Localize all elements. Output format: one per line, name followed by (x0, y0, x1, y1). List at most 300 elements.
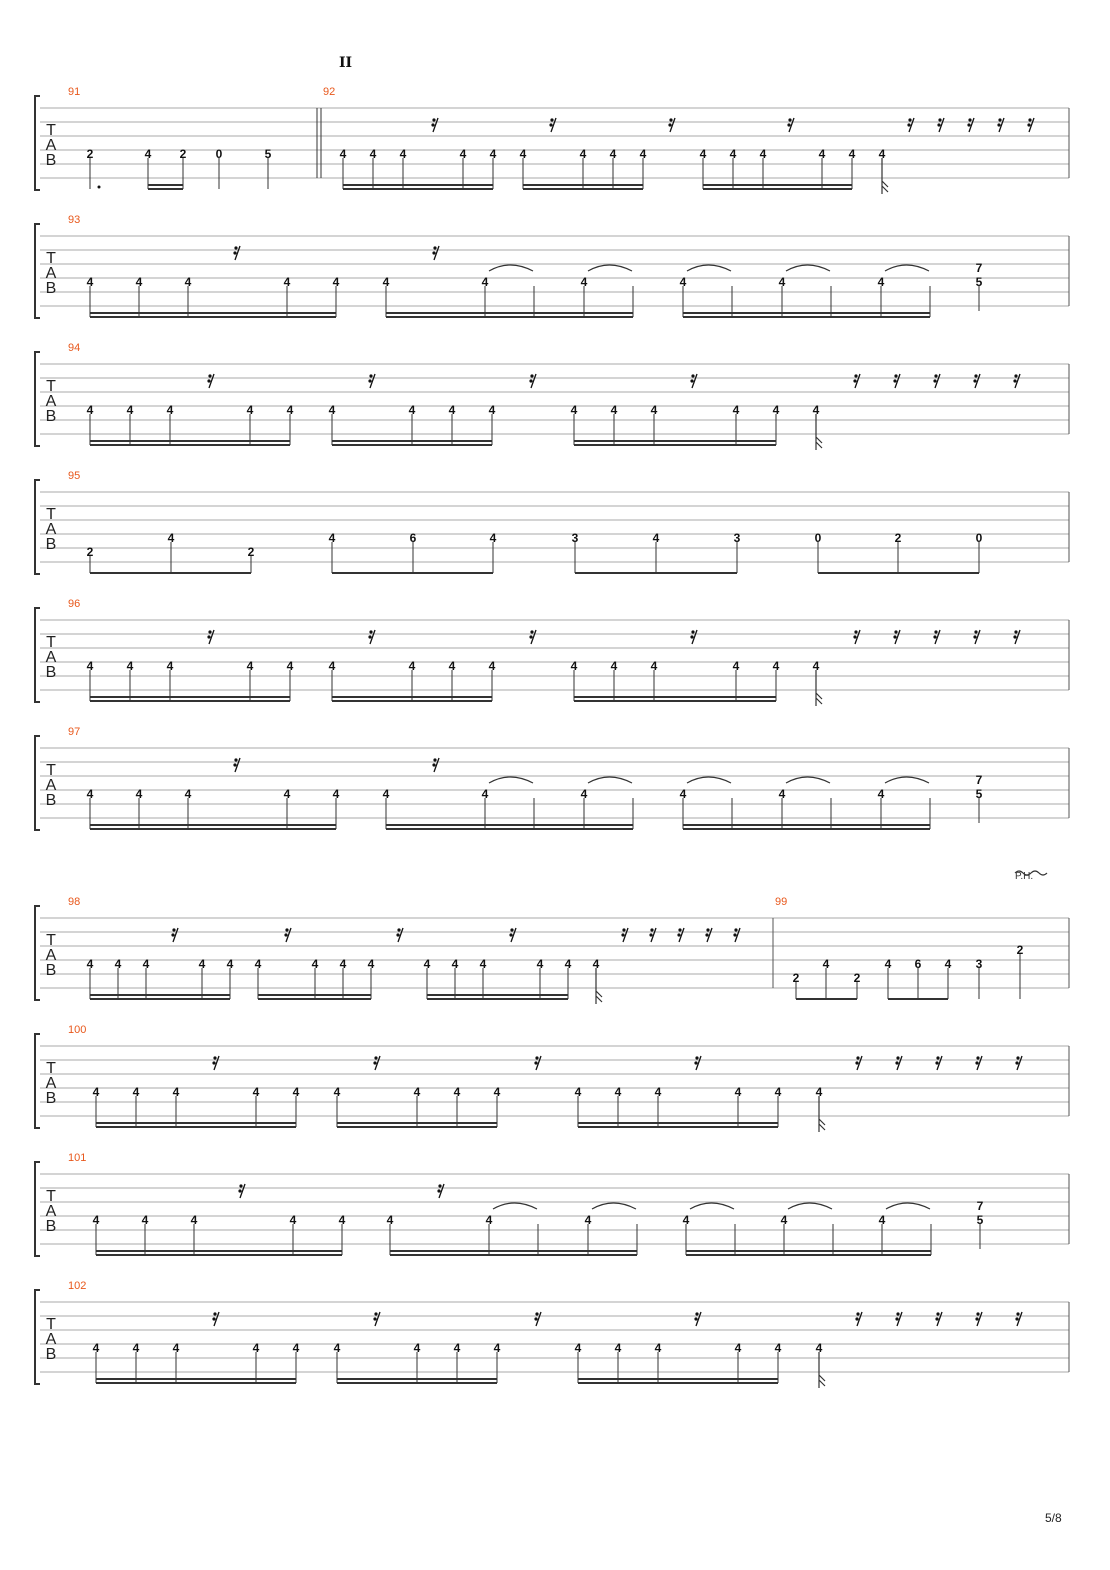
bar-number: 92 (323, 86, 336, 98)
fret-number: 4 (332, 275, 340, 289)
fret-number: 4 (654, 1341, 662, 1355)
rest-flag-dot (934, 630, 937, 633)
rest-mark (895, 1056, 902, 1070)
fret-number: 4 (580, 787, 588, 801)
dot (98, 186, 101, 189)
bar-number: 98 (68, 896, 81, 908)
rest-mark (1013, 630, 1020, 644)
fret-number: 4 (614, 1341, 622, 1355)
fret-number: 4 (579, 147, 587, 161)
rest-mark (368, 374, 375, 388)
fret-number: 4 (198, 957, 206, 971)
flagged-note (816, 670, 822, 706)
tab-clef-letter: B (45, 152, 57, 169)
fret-number: 4 (485, 1213, 493, 1227)
fret-number: 4 (884, 957, 892, 971)
fret-number: 4 (732, 659, 740, 673)
rest-flag-dot (854, 374, 857, 377)
tie-arc (687, 265, 731, 271)
rest-flag-dot (734, 928, 737, 931)
fret-number: 4 (367, 957, 375, 971)
tie-arc (885, 777, 929, 783)
fret-number: 6 (409, 531, 417, 545)
rest-flag-dot (171, 933, 174, 936)
rest-flag-dot (239, 1184, 242, 1187)
tab-clef-letter: A (45, 649, 57, 666)
rest-flag-dot (998, 118, 1001, 121)
fret-number: 4 (184, 275, 192, 289)
rest-mark (1015, 1056, 1022, 1070)
rest-flag-dot (706, 928, 709, 931)
tie-arc (588, 265, 632, 271)
fret-number: 4 (574, 1341, 582, 1355)
system-bracket (35, 96, 40, 190)
flagged-note (816, 414, 822, 450)
rest-flag-dot (974, 374, 977, 377)
fret-number: 4 (386, 1213, 394, 1227)
fret-number: 4 (652, 531, 660, 545)
fret-number: 2 (247, 545, 255, 559)
rest-mark (368, 630, 375, 644)
fret-number: 4 (333, 1341, 341, 1355)
rest-mark (207, 374, 214, 388)
fret-number: 4 (822, 957, 830, 971)
bar-number: 99 (775, 896, 788, 908)
fret-number: 4 (729, 147, 737, 161)
fret-number: 4 (570, 659, 578, 673)
rest-flag-dot (894, 630, 897, 633)
fret-number: 4 (679, 275, 687, 289)
tab-clef-letter: A (45, 1075, 57, 1092)
rest-flag-dot (677, 933, 680, 936)
fret-number: 6 (914, 957, 922, 971)
rest-flag-dot (690, 379, 693, 382)
fret-number: 4 (332, 787, 340, 801)
fret-number: 2 (1016, 943, 1024, 957)
fret-number-chord-top: 7 (976, 1199, 984, 1213)
fret-number: 4 (650, 403, 658, 417)
rest-flag-dot (369, 374, 372, 377)
rest-mark (855, 1312, 862, 1326)
fret-number: 4 (408, 403, 416, 417)
tie-arc (690, 1203, 734, 1209)
tab-clef-letter: B (45, 1218, 57, 1235)
tab-clef-letter: A (45, 777, 57, 794)
rest-flag-dot (937, 123, 940, 126)
tab-clef-letter: T (46, 762, 56, 779)
fret-number: 4 (778, 275, 786, 289)
fret-number: 4 (338, 1213, 346, 1227)
rest-flag-dot (695, 1056, 698, 1059)
fret-number-chord-top: 7 (975, 261, 983, 275)
tab-system (35, 470, 1069, 574)
fret-number: 4 (166, 403, 174, 417)
fret-number: 4 (780, 1213, 788, 1227)
tab-clef-letter: A (45, 137, 57, 154)
rest-flag-dot (853, 635, 856, 638)
tab-clef-letter: T (46, 122, 56, 139)
fret-number: 4 (190, 1213, 198, 1227)
flagged-note (596, 968, 602, 1004)
tab-system (35, 342, 1069, 450)
rest-mark (284, 928, 291, 942)
tab-clef-letter: B (45, 280, 57, 297)
fret-number: 4 (132, 1341, 140, 1355)
palm-mute-label: P.H. (1015, 871, 1034, 882)
bar-number: 96 (68, 598, 81, 610)
fret-number: 2 (86, 147, 94, 161)
rest-mark (690, 630, 697, 644)
fret-number: 2 (792, 971, 800, 985)
tab-clef-letter: T (46, 378, 56, 395)
rest-flag-dot (695, 1312, 698, 1315)
rest-mark (893, 374, 900, 388)
tab-clef-letter: A (45, 1203, 57, 1220)
rest-flag-dot (368, 635, 371, 638)
fret-number: 4 (489, 531, 497, 545)
rest-flag-dot (396, 933, 399, 936)
fret-number: 4 (812, 659, 820, 673)
fret-number: 4 (114, 957, 122, 971)
rest-flag-dot (975, 1061, 978, 1064)
rest-flag-dot (550, 118, 553, 121)
rest-flag-dot (233, 763, 236, 766)
rest-flag-dot (894, 374, 897, 377)
rest-mark (549, 118, 556, 132)
rest-flag-dot (1028, 118, 1031, 121)
system-bracket (35, 608, 40, 702)
tab-system (35, 726, 1069, 830)
rest-flag-dot (397, 928, 400, 931)
tab-clef-letter: T (46, 634, 56, 651)
rest-flag-dot (373, 1061, 376, 1064)
tie-arc (592, 1203, 636, 1209)
system-bracket (35, 1290, 40, 1384)
rest-mark (907, 118, 914, 132)
rest-flag-dot (374, 1312, 377, 1315)
fret-number: 4 (772, 659, 780, 673)
fret-number-chord-bottom: 5 (975, 787, 983, 801)
fret-number: 4 (774, 1085, 782, 1099)
tab-clef-letter: B (45, 792, 57, 809)
tab-clef-letter: T (46, 932, 56, 949)
rest-flag-dot (856, 1312, 859, 1315)
rest-mark (935, 1056, 942, 1070)
rest-flag-dot (935, 1317, 938, 1320)
tie-arc (786, 777, 830, 783)
fret-number: 4 (734, 1085, 742, 1099)
fret-number: 4 (144, 147, 152, 161)
tab-clef-letter: A (45, 521, 57, 538)
rest-flag-dot (238, 1189, 241, 1192)
fret-number: 4 (166, 659, 174, 673)
fret-number: 4 (944, 957, 952, 971)
rest-flag-dot (431, 123, 434, 126)
tab-system (35, 1152, 1069, 1256)
fret-number: 4 (818, 147, 826, 161)
bar-number: 102 (68, 1280, 87, 1292)
fret-number: 4 (488, 659, 496, 673)
rest-flag-dot (172, 928, 175, 931)
rest-flag-dot (213, 1312, 216, 1315)
tie-arc (786, 265, 830, 271)
rest-flag-dot (733, 933, 736, 936)
rest-flag-dot (788, 118, 791, 121)
fret-number: 4 (878, 147, 886, 161)
fret-number: 4 (699, 147, 707, 161)
rest-mark (705, 928, 712, 942)
tab-clef-letter: T (46, 1188, 56, 1205)
rest-flag-dot (433, 246, 436, 249)
tie-arc (886, 1203, 930, 1209)
system-bracket (35, 906, 40, 1000)
fret-number: 4 (246, 659, 254, 673)
rest-flag-dot (968, 118, 971, 121)
tab-clef-letter: T (46, 250, 56, 267)
fret-number: 4 (135, 787, 143, 801)
bar-number: 91 (68, 86, 81, 98)
flagged-note (882, 158, 888, 194)
fret-number: 4 (448, 659, 456, 673)
rest-flag-dot (893, 635, 896, 638)
rest-flag-dot (935, 1061, 938, 1064)
fret-number: 4 (86, 403, 94, 417)
tie-arc (493, 1203, 537, 1209)
rest-flag-dot (933, 379, 936, 382)
rest-flag-dot (856, 1056, 859, 1059)
rest-flag-dot (855, 1061, 858, 1064)
fret-number: 4 (564, 957, 572, 971)
fret-number-chord-top: 7 (975, 773, 983, 787)
rest-flag-dot (534, 1061, 537, 1064)
rest-flag-dot (854, 630, 857, 633)
fret-number: 2 (853, 971, 861, 985)
system-bracket (35, 224, 40, 318)
fret-number: 4 (413, 1085, 421, 1099)
tie-arc (687, 777, 731, 783)
system-bracket (35, 480, 40, 574)
fret-number: 4 (382, 787, 390, 801)
fret-number: 5 (264, 147, 272, 161)
fret-number: 4 (493, 1085, 501, 1099)
fret-number: 4 (172, 1085, 180, 1099)
fret-number: 4 (132, 1085, 140, 1099)
fret-number: 2 (86, 545, 94, 559)
fret-number: 4 (339, 957, 347, 971)
fret-number: 4 (536, 957, 544, 971)
fret-number: 4 (481, 275, 489, 289)
rest-mark (534, 1056, 541, 1070)
rest-flag-dot (855, 1317, 858, 1320)
rest-flag-dot (934, 374, 937, 377)
section-marker: II (339, 55, 353, 71)
tab-clef-letter: A (45, 947, 57, 964)
fret-number: 4 (86, 659, 94, 673)
tab-clef-letter: T (46, 506, 56, 523)
rest-flag-dot (207, 379, 210, 382)
fret-number: 4 (126, 403, 134, 417)
rest-flag-dot (208, 630, 211, 633)
rest-flag-dot (621, 933, 624, 936)
rest-flag-dot (896, 1312, 899, 1315)
rest-flag-dot (997, 123, 1000, 126)
fret-number: 4 (878, 1213, 886, 1227)
rest-flag-dot (694, 1317, 697, 1320)
rest-flag-dot (1013, 379, 1016, 382)
rest-mark (1027, 118, 1034, 132)
fret-number-chord-bottom: 5 (975, 275, 983, 289)
fret-number: 4 (369, 147, 377, 161)
fret-number: 4 (877, 787, 885, 801)
fret-number: 3 (975, 957, 983, 971)
fret-number: 4 (682, 1213, 690, 1227)
fret-number: 4 (877, 275, 885, 289)
rest-mark (1015, 1312, 1022, 1326)
rest-flag-dot (1027, 123, 1030, 126)
fret-number: 4 (172, 1341, 180, 1355)
rest-flag-dot (432, 251, 435, 254)
rest-mark (855, 1056, 862, 1070)
fret-number: 4 (732, 403, 740, 417)
tab-clef-letter: A (45, 265, 57, 282)
rest-flag-dot (649, 933, 652, 936)
rest-mark (733, 928, 740, 942)
fret-number: 4 (339, 147, 347, 161)
rest-mark (694, 1312, 701, 1326)
rest-flag-dot (1014, 374, 1017, 377)
rest-flag-dot (650, 928, 653, 931)
rest-mark (973, 374, 980, 388)
rest-flag-dot (1015, 1317, 1018, 1320)
rest-flag-dot (967, 123, 970, 126)
fret-number: 4 (328, 659, 336, 673)
fret-number: 4 (328, 403, 336, 417)
fret-number: 4 (734, 1341, 742, 1355)
rest-mark (431, 118, 438, 132)
rest-mark (787, 118, 794, 132)
fret-number: 4 (481, 787, 489, 801)
fret-number: 0 (215, 147, 223, 161)
rest-mark (534, 1312, 541, 1326)
tab-clef-letter: B (45, 408, 57, 425)
bar-number: 100 (68, 1024, 87, 1036)
fret-number: 4 (86, 957, 94, 971)
fret-number: 4 (142, 957, 150, 971)
fret-number: 4 (448, 403, 456, 417)
rest-flag-dot (535, 1056, 538, 1059)
rest-flag-dot (432, 118, 435, 121)
rest-mark (853, 374, 860, 388)
rest-flag-dot (976, 1312, 979, 1315)
rest-mark (432, 246, 439, 260)
rest-flag-dot (233, 251, 236, 254)
bar-number: 93 (68, 214, 81, 226)
tab-system (35, 871, 1069, 1004)
tab-clef-letter: A (45, 393, 57, 410)
rest-flag-dot (691, 374, 694, 377)
rest-flag-dot (895, 1317, 898, 1320)
rest-flag-dot (896, 1056, 899, 1059)
tab-clef-letter: B (45, 536, 57, 553)
fret-number: 4 (333, 1085, 341, 1099)
rest-flag-dot (549, 123, 552, 126)
fret-number: 4 (135, 275, 143, 289)
rest-flag-dot (936, 1056, 939, 1059)
fret-number: 0 (975, 531, 983, 545)
rest-mark (895, 1312, 902, 1326)
rest-flag-dot (529, 379, 532, 382)
tab-clef-letter: B (45, 962, 57, 979)
fret-number: 0 (814, 531, 822, 545)
fret-number: 4 (86, 275, 94, 289)
tie-arc (588, 777, 632, 783)
fret-number: 4 (493, 1341, 501, 1355)
fret-number: 4 (815, 1085, 823, 1099)
rest-flag-dot (938, 118, 941, 121)
tab-clef-letter: B (45, 664, 57, 681)
rest-mark (238, 1184, 245, 1198)
rest-mark (975, 1312, 982, 1326)
fret-number: 4 (479, 957, 487, 971)
fret-number: 4 (778, 787, 786, 801)
bar-number: 97 (68, 726, 81, 738)
rest-flag-dot (234, 758, 237, 761)
rest-flag-dot (936, 1312, 939, 1315)
rest-mark (529, 374, 536, 388)
rest-mark (690, 374, 697, 388)
rest-flag-dot (509, 933, 512, 936)
rest-mark (171, 928, 178, 942)
rest-flag-dot (534, 1317, 537, 1320)
rest-flag-dot (374, 1056, 377, 1059)
system-bracket (35, 1034, 40, 1128)
rest-flag-dot (705, 933, 708, 936)
rest-mark (432, 758, 439, 772)
tab-clef-letter: B (45, 1090, 57, 1107)
rest-flag-dot (207, 635, 210, 638)
fret-number: 4 (292, 1341, 300, 1355)
tab-clef-letter: T (46, 1316, 56, 1333)
rest-flag-dot (432, 763, 435, 766)
fret-number: 4 (570, 403, 578, 417)
fret-number: 4 (609, 147, 617, 161)
rest-flag-dot (369, 630, 372, 633)
rest-mark (212, 1056, 219, 1070)
fret-number: 4 (488, 403, 496, 417)
flagged-note (819, 1352, 825, 1388)
fret-number: 4 (283, 275, 291, 289)
rest-flag-dot (853, 379, 856, 382)
rest-flag-dot (1016, 1312, 1019, 1315)
fret-number: 4 (453, 1341, 461, 1355)
rest-mark (233, 758, 240, 772)
rest-flag-dot (893, 379, 896, 382)
fret-number: 4 (167, 531, 175, 545)
rest-mark (973, 630, 980, 644)
rest-flag-dot (373, 1317, 376, 1320)
rest-flag-dot (669, 118, 672, 121)
fret-number: 4 (592, 957, 600, 971)
fret-number: 4 (610, 659, 618, 673)
rest-mark (893, 630, 900, 644)
rest-flag-dot (1013, 635, 1016, 638)
tab-system (35, 214, 1069, 318)
rest-flag-dot (234, 246, 237, 249)
bar-number: 101 (68, 1152, 87, 1164)
rest-flag-dot (1014, 630, 1017, 633)
fret-number: 4 (399, 147, 407, 161)
fret-number: 4 (141, 1213, 149, 1227)
